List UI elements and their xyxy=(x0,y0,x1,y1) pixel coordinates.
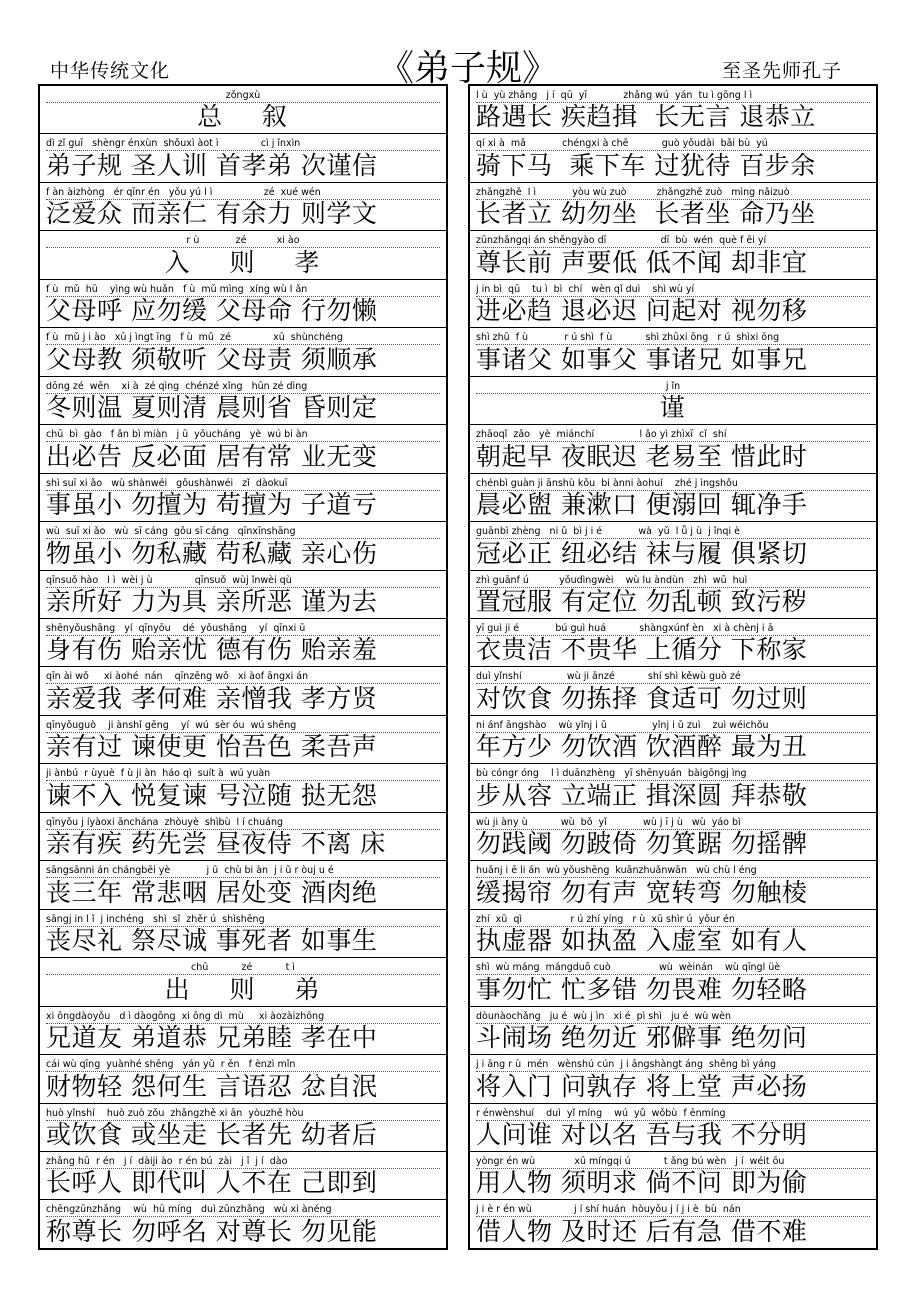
verse-text: 骑下马 乘下车 过犹待 百步余 xyxy=(476,150,816,180)
pinyin-line: shì zhū f ù r ú shì f ù shì zhūxi ōng r ú shìxi ōng xyxy=(476,331,870,345)
verse-text: 身有伤 贻亲忧 德有伤 贻亲羞 xyxy=(46,635,378,665)
verse-text: 亲所好 力为具 亲所恶 谨为去 xyxy=(46,586,378,616)
verse-text: 事虽小 勿擅为 苟擅为 子道亏 xyxy=(46,490,378,520)
pinyin-line: ni ánf āngshào wù yǐnj i ǔ yǐnj i ǔ zuì zuì wéichǒu xyxy=(476,719,870,733)
verse-row xyxy=(40,1104,446,1152)
header-left-caption: 中华传统文化 xyxy=(50,60,171,82)
verse-row xyxy=(470,522,876,570)
verse-text: 勿践阈 勿跛倚 勿箕踞 勿摇髀 xyxy=(476,829,808,859)
pinyin-line: xi ōngdàoyǒu d ì dàogōng xi ōng dì mù xi àozàizhōng xyxy=(46,1010,440,1024)
pinyin-line: f àn àizhòng ér qīnr én yǒu yú l ì zé xué wén xyxy=(46,186,440,200)
verse-text: 尊长前 声要低 低不闻 却非宜 xyxy=(476,247,808,277)
pinyin-line: r énwènshuí duì yǐ míng wú yǔ wǒbù f ēnmíng xyxy=(476,1107,870,1121)
verse-row xyxy=(40,328,446,376)
section-heading: 总 叙 xyxy=(197,102,291,132)
pinyin-line: f ù mǔ hū yìng wù huǎn f ù mǔ mìng xíng wù l ǎn xyxy=(46,283,440,297)
pinyin-line: zhǎngzhě l ì yòu wù zuò zhǎngzhě zuò mìng nǎizuò xyxy=(476,186,870,200)
verse-text: 谏不入 悦复谏 号泣随 挞无怨 xyxy=(46,780,378,810)
pinyin-line: zhí xū qì r ú zhí yíng r ù xū shìr ú yǒur én xyxy=(476,913,870,927)
verse-row xyxy=(470,716,876,764)
verse-text: 年方少 勿饮酒 饮酒醉 最为丑 xyxy=(476,732,808,762)
verse-row xyxy=(470,280,876,328)
verse-row xyxy=(40,280,446,328)
verse-text: 丧尽礼 祭尽诚 事死者 如事生 xyxy=(46,926,378,956)
verse-text: 亲有过 谏使更 怡吾色 柔吾声 xyxy=(46,732,378,762)
page-title: 《弟子规》 xyxy=(378,48,559,89)
section-heading: 入 则 孝 xyxy=(164,247,324,277)
verse-row xyxy=(470,1007,876,1055)
verse-row xyxy=(470,861,876,909)
pinyin-line: chū zé t ì xyxy=(46,961,440,975)
verse-row xyxy=(470,1200,876,1247)
verse-row xyxy=(470,1055,876,1103)
pinyin-line: qīnyǒu j íyàoxi ānchána zhòuyè shìbù l í chuáng xyxy=(46,816,440,830)
verse-row xyxy=(470,328,876,376)
pinyin-line: huò yǐnshí huò zuò zǒu zhǎngzhě xi ān yòuzhě hòu xyxy=(46,1107,440,1121)
verse-row xyxy=(470,134,876,182)
pinyin-line: chénbì guàn ji ānshù kǒu bi ànni àohuí zhé j ìngshǒu xyxy=(476,477,870,491)
verse-text: 父母呼 应勿缓 父母命 行勿懒 xyxy=(46,296,378,326)
verse-text: 步从容 立端正 揖深圆 拜恭敬 xyxy=(476,780,808,810)
verse-text: 财物轻 怨何生 言语忍 忿自泯 xyxy=(46,1071,378,1101)
section-heading-row xyxy=(40,958,446,1006)
verse-row xyxy=(470,86,876,134)
verse-row xyxy=(40,813,446,861)
verse-text: 斗闹场 绝勿近 邪僻事 绝勿问 xyxy=(476,1023,808,1053)
pinyin-line: cái wù qīng yuànhé shēng yán yǔ r ěn f ènzì mǐn xyxy=(46,1058,440,1072)
pinyin-line: dì zǐ guī shèngr énxùn shǒuxì àot ì cì j ǐnxìn xyxy=(46,137,440,151)
pinyin-line: yī guì ji é bú guì huá shàngxúnf èn xi à chènj i ā xyxy=(476,622,870,636)
verse-row xyxy=(40,910,446,958)
verse-row xyxy=(40,522,446,570)
verse-text: 人问谁 对以名 吾与我 不分明 xyxy=(476,1119,808,1149)
verse-row xyxy=(470,958,876,1006)
verse-row xyxy=(470,910,876,958)
pinyin-line: zhì guānf ú yǒudìngwèi wù lu àndùn zhì wū huì xyxy=(476,574,870,588)
verse-text: 或饮食 或坐走 长者先 幼者后 xyxy=(46,1119,378,1149)
verse-text: 路遇长 疾趋揖 长无言 退恭立 xyxy=(476,102,816,132)
verse-row xyxy=(40,474,446,522)
verse-text: 泛爱众 而亲仁 有余力 则学文 xyxy=(46,199,378,229)
section-heading-row xyxy=(40,86,446,134)
verse-row xyxy=(470,231,876,279)
verse-row xyxy=(470,764,876,812)
pinyin-line: qīn ài wǒ xi àohé nán qīnzēng wǒ xi àof āngxi án xyxy=(46,670,440,684)
verse-row xyxy=(40,1152,446,1200)
verse-text: 进必趋 退必迟 问起对 视勿移 xyxy=(476,296,808,326)
verse-row xyxy=(40,764,446,812)
pinyin-line: j i āng r ù mén wènshú cún j i āngshàngt áng shēng bì yáng xyxy=(476,1058,870,1072)
verse-text: 长者立 幼勿坐 长者坐 命乃坐 xyxy=(476,199,816,229)
section-heading: 出 则 弟 xyxy=(164,974,324,1004)
verse-text: 出必告 反必面 居有常 业无变 xyxy=(46,441,378,471)
verse-row xyxy=(40,716,446,764)
verse-row xyxy=(40,1055,446,1103)
verse-text: 称尊长 勿呼名 对尊长 勿见能 xyxy=(46,1216,378,1246)
verse-text: 将入门 问孰存 将上堂 声必扬 xyxy=(476,1071,808,1101)
pinyin-line: huǎnj i ē li án wù yǒushēng kuānzhuǎnwān wù chù l éng xyxy=(476,864,870,878)
verse-text: 借人物 及时还 后有急 借不难 xyxy=(476,1216,808,1246)
pinyin-line: qí xi à mǎ chéngxi à chē guò yǒudài bǎi bù yú xyxy=(476,137,870,151)
verse-text: 用人物 须明求 倘不问 即为偷 xyxy=(476,1168,808,1198)
verse-row xyxy=(470,1104,876,1152)
verse-row xyxy=(40,134,446,182)
verse-text: 物虽小 勿私藏 苟私藏 亲心伤 xyxy=(46,538,378,568)
pinyin-line: shì suī xi ǎo wù shànwéi gǒushànwéi zǐ dàokuī xyxy=(46,477,440,491)
pinyin-line: chēngzūnzhǎng wù hū míng duì zūnzhǎng wù xi ànéng xyxy=(46,1203,440,1217)
pinyin-line: sāngsānni án chángbēi yè j ū chù bi àn j i ǔ r òuj u é xyxy=(46,864,440,878)
verse-row xyxy=(40,571,446,619)
pinyin-line: chū bì gào f ǎn bì miàn j ū yǒucháng yè wú bi àn xyxy=(46,428,440,442)
verse-text: 衣贵洁 不贵华 上循分 下称家 xyxy=(476,635,808,665)
verse-row xyxy=(470,571,876,619)
pinyin-line: f ù mǔ j i ào xū j ìngt īng f ù mǔ zé xū shùnchéng xyxy=(46,331,440,345)
section-heading: 谨 xyxy=(659,393,689,423)
verse-text: 弟子规 圣人训 首孝弟 次谨信 xyxy=(46,150,378,180)
pinyin-line: j i è r én wù j í shí huán hòuyǒu j í j i è bù nán xyxy=(476,1203,870,1217)
pinyin-line: zūnzhǎngqi án shēngyào dī dī bù wén què f ēi yí xyxy=(476,234,870,248)
verse-text: 冬则温 夏则清 晨则省 昏则定 xyxy=(46,393,378,423)
verse-text: 事诸父 如事父 事诸兄 如事兄 xyxy=(476,344,808,374)
section-heading-row xyxy=(470,377,876,425)
verse-row xyxy=(470,1152,876,1200)
pinyin-line: dòunàochǎng ju é wù j ìn xi é pì shì ju é wù wèn xyxy=(476,1010,870,1024)
pinyin-line: duì yǐnshí wù ji ǎnzé shí shì kěwù guò zé xyxy=(476,670,870,684)
verse-text: 丧三年 常悲咽 居处变 酒肉绝 xyxy=(46,877,378,907)
pinyin-line: wù ji àny ù wù bǒ yǐ wù j ī j ù wù yáo bì xyxy=(476,816,870,830)
verse-row xyxy=(40,1007,446,1055)
verse-text: 亲爱我 孝何难 亲憎我 孝方贤 xyxy=(46,683,378,713)
section-heading-row xyxy=(40,231,446,279)
pinyin-line: guānbì zhèng ni ǔ bì j i é wà yǔ l ǚ j ù j ǐnqi è xyxy=(476,525,870,539)
pinyin-line: l ù yù zhǎng j í qū yī zhǎng wú yán tu ì gōng l ì xyxy=(476,89,870,103)
verse-row xyxy=(40,377,446,425)
pinyin-line: j ǐn xyxy=(476,380,870,394)
verse-text: 缓揭帘 勿有声 宽转弯 勿触棱 xyxy=(476,877,808,907)
verse-text: 事勿忙 忙多错 勿畏难 勿轻略 xyxy=(476,974,808,1004)
pinyin-line: ji ànbú r ùyuè f ù ji àn háo qì suít à wú yuàn xyxy=(46,767,440,781)
verse-row xyxy=(470,813,876,861)
pinyin-line: yòngr én wù xū míngqi ú t ǎng bú wèn j í wéit ōu xyxy=(476,1155,870,1169)
pinyin-line: zǒngxù xyxy=(46,89,440,103)
pinyin-line: zhǎng hū r én j í dàiji ào r én bú zài j ǐ j í dào xyxy=(46,1155,440,1169)
verse-row xyxy=(470,474,876,522)
verse-row xyxy=(40,425,446,473)
pinyin-line: qīnyǒuguò ji ànshǐ gēng yí wú sèr óu wú shēng xyxy=(46,719,440,733)
pinyin-line: wù suī xi ǎo wù sī cáng gǒu sī cáng qīnxīnshāng xyxy=(46,525,440,539)
verse-text: 亲有疾 药先尝 昼夜侍 不离 床 xyxy=(46,829,386,859)
verse-row xyxy=(470,667,876,715)
pinyin-line: j in bì qū tu ì bì chí wèn qǐ duì shì wù yí xyxy=(476,283,870,297)
verse-row xyxy=(470,425,876,473)
pinyin-line: qīnsuǒ hào l ì wèi j ù qīnsuǒ wùj ǐnwèi qù xyxy=(46,574,440,588)
verse-text: 晨必盥 兼漱口 便溺回 辄净手 xyxy=(476,490,808,520)
verse-text: 对饮食 勿拣择 食适可 勿过则 xyxy=(476,683,808,713)
verse-text: 置冠服 有定位 勿乱顿 致污秽 xyxy=(476,586,808,616)
left-text-column xyxy=(38,84,448,1250)
pinyin-line: r ù zé xi ào xyxy=(46,234,440,248)
verse-row xyxy=(40,1200,446,1247)
verse-row xyxy=(40,619,446,667)
pinyin-line: shì wù máng mángduō cuò wù wèinán wù qīngl üè xyxy=(476,961,870,975)
verse-text: 冠必正 纽必结 袜与履 俱紧切 xyxy=(476,538,808,568)
verse-text: 朝起早 夜眠迟 老易至 惜此时 xyxy=(476,441,808,471)
pinyin-line: bù cóngr óng l ì duānzhèng yī shēnyuán bàigōngj ìng xyxy=(476,767,870,781)
verse-row xyxy=(40,861,446,909)
verse-text: 执虚器 如执盈 入虚室 如有人 xyxy=(476,926,808,956)
pinyin-line: sāngj in l ǐ j inchéng shì sǐ zhěr ú shìshēng xyxy=(46,913,440,927)
verse-text: 长呼人 即代叫 人不在 己即到 xyxy=(46,1168,378,1198)
verse-text: 父母教 须敬听 父母责 须顺承 xyxy=(46,344,378,374)
pinyin-line: shēnyǒushāng yí qīnyōu dé yǒushāng yí qīnxi ū xyxy=(46,622,440,636)
pinyin-line: zhāoqǐ zǎo yè miánchí l ǎo yì zhìxī cǐ shí xyxy=(476,428,870,442)
pinyin-line: dōng zé wēn xi à zé qìng chénzé xǐng hūn zé dìng xyxy=(46,380,440,394)
verse-row xyxy=(470,619,876,667)
verse-row xyxy=(40,667,446,715)
verse-text: 兄道友 弟道恭 兄弟睦 孝在中 xyxy=(46,1023,378,1053)
right-text-column xyxy=(468,84,878,1250)
verse-row xyxy=(40,183,446,231)
header-right-caption: 至圣先师孔子 xyxy=(722,60,843,82)
verse-row xyxy=(470,183,876,231)
